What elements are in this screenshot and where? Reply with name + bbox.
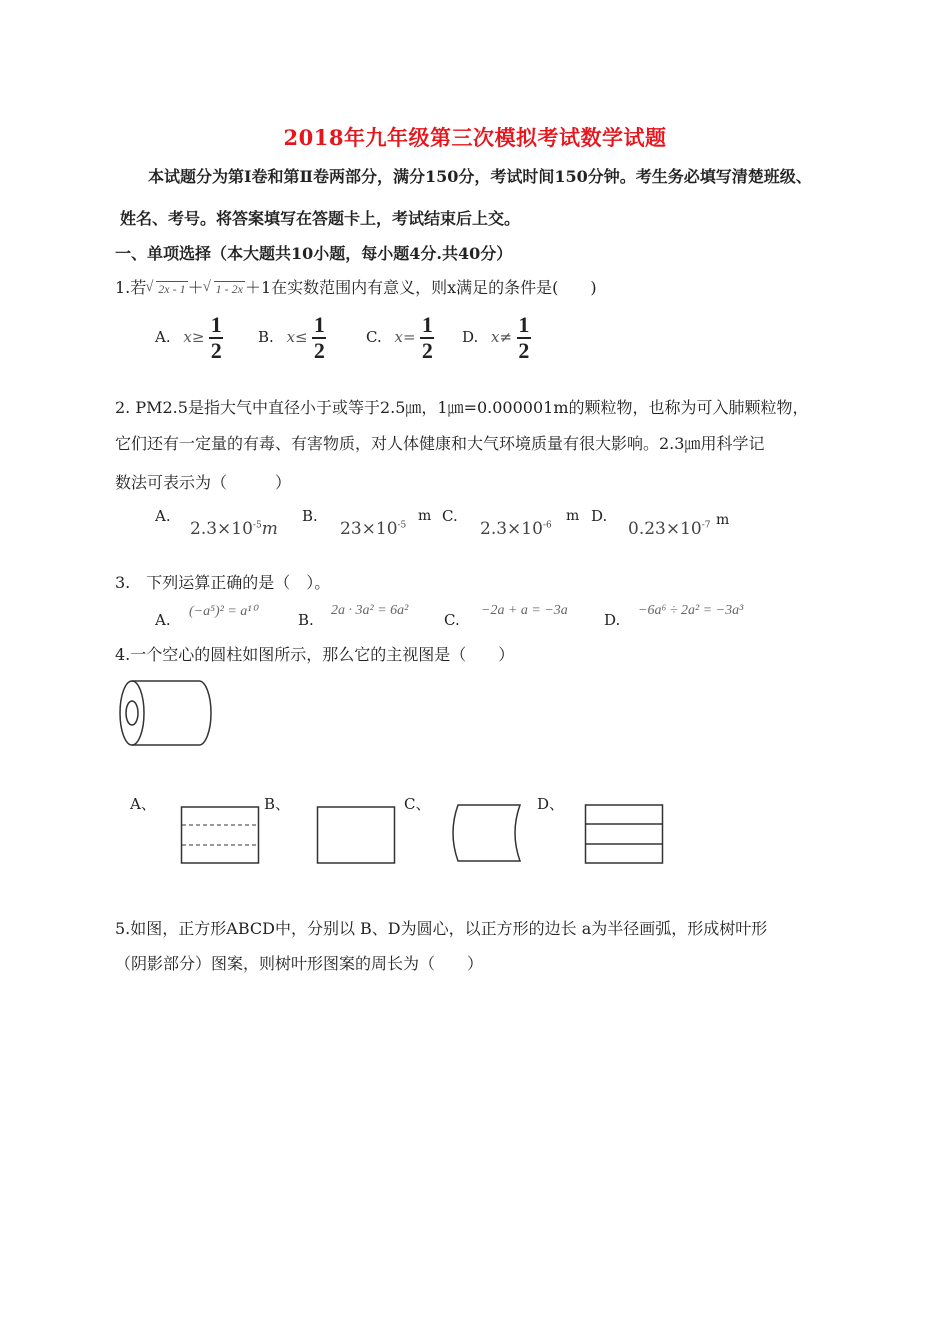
q3-option-d-expr: −6a⁶ ÷ 2a² = −3a³ [638, 603, 744, 618]
q2-option-c-unit: m [566, 508, 580, 524]
question-1-stem [115, 275, 597, 298]
question-5-line-1: 5.如图，正方形ABCD中，分别以 B、D为圆心，以正方形的边长 a为半径画弧，形成树叶形 [115, 919, 768, 938]
q2-option-d-label[interactable]: D. [591, 507, 608, 525]
question-3-stem: 3. 下列运算正确的是（ ）。 [115, 573, 331, 592]
q3-option-b-expr: 2a · 3a² = 6a² [331, 603, 409, 618]
q1-option-d[interactable]: D. x≠ $\frac{1}{2}$ [462, 312, 530, 363]
q2-option-d-value: $0.23\times 10^{-7}$ [628, 519, 711, 539]
hollow-cylinder-figure [115, 678, 215, 750]
q1-suffix: ＋1在实数范围内有意义，则x满足的条件是( ) [244, 278, 597, 297]
q3-option-a-expr: (−a⁵)² = a¹⁰ [189, 604, 258, 619]
fraction: $\frac{1}{2}$ [421, 312, 433, 363]
q2-option-d-unit: m [716, 512, 730, 528]
q4-option-d-figure[interactable] [584, 803, 666, 865]
q4-option-c-label[interactable]: C、 [404, 795, 431, 813]
q1-option-c[interactable]: C. x= $\frac{1}{2}$ [366, 312, 433, 363]
q2-option-a-label[interactable]: A. [155, 507, 171, 525]
q2-option-b-label[interactable]: B. [302, 507, 318, 525]
q2-option-a-value: $2.3\times 10^{-5}m$ [190, 519, 278, 539]
q1-prefix: 1.若 [115, 278, 147, 297]
intro-line-1: 本试题分为第Ⅰ卷和第Ⅱ卷两部分，满分150分，考试时间150分钟。考生务必填写清楚班级、 [148, 167, 812, 186]
q4-option-a-figure[interactable] [180, 805, 262, 865]
q1-plus: ＋ [187, 278, 204, 297]
section-heading: 一、单项选择（本大题共10小题，每小题4分.共40分） [115, 244, 513, 263]
fraction: $\frac{1}{2}$ [210, 312, 222, 363]
q4-option-d-label[interactable]: D、 [537, 795, 565, 813]
q2-option-c-label[interactable]: C. [442, 507, 458, 525]
q1-option-b[interactable]: B. x≤ $\frac{1}{2}$ [258, 312, 325, 363]
question-2-line-3: 数法可表示为（ ） [115, 473, 292, 492]
q3-option-b-label[interactable]: B. [298, 611, 314, 629]
q3-option-a-label[interactable]: A. [155, 611, 171, 629]
q3-option-d-label[interactable]: D. [604, 611, 621, 629]
q3-option-c-label[interactable]: C. [444, 611, 460, 629]
q1-radical-2: √ 1 - 2x [204, 282, 245, 297]
q1-radical-1: √ 2x - 1 [146, 282, 187, 297]
q1-option-a[interactable]: A. x≥ $\frac{1}{2}$ [155, 312, 222, 363]
q4-option-a-label[interactable]: A、 [130, 795, 156, 813]
question-5-line-2: （阴影部分）图案，则树叶形图案的周长为（ ） [115, 954, 484, 973]
q2-option-b-value: $23\times 10^{-5}$ [340, 519, 407, 539]
page-title: 2018年九年级第三次模拟考试数学试题 [283, 125, 667, 150]
q4-option-c-figure[interactable] [450, 801, 534, 865]
question-2-line-2: 它们还有一定量的有毒、有害物质，对人体健康和大气环境质量有很大影响。2.3㎛用科学记 [115, 434, 765, 453]
q4-option-b-label[interactable]: B、 [264, 795, 291, 813]
fraction: $\frac{1}{2}$ [313, 312, 325, 363]
q2-option-b-unit: m [418, 508, 432, 524]
q3-option-c-expr: −2a + a = −3a [481, 603, 568, 618]
q2-option-c-value: $2.3\times 10^{-6}$ [480, 519, 552, 539]
fraction: $\frac{1}{2}$ [518, 312, 530, 363]
question-2-line-1: 2. PM2.5是指大气中直径小于或等于2.5㎛，1㎛=0.000001m的颗粒物，也称为可入肺颗粒物， [115, 398, 809, 417]
q4-option-b-figure[interactable] [316, 805, 398, 865]
intro-line-2: 姓名、考号。将答案填写在答题卡上，考试结束后上交。 [120, 209, 521, 228]
question-4-stem: 4.一个空心的圆柱如图所示，那么它的主视图是（ ） [115, 645, 515, 664]
